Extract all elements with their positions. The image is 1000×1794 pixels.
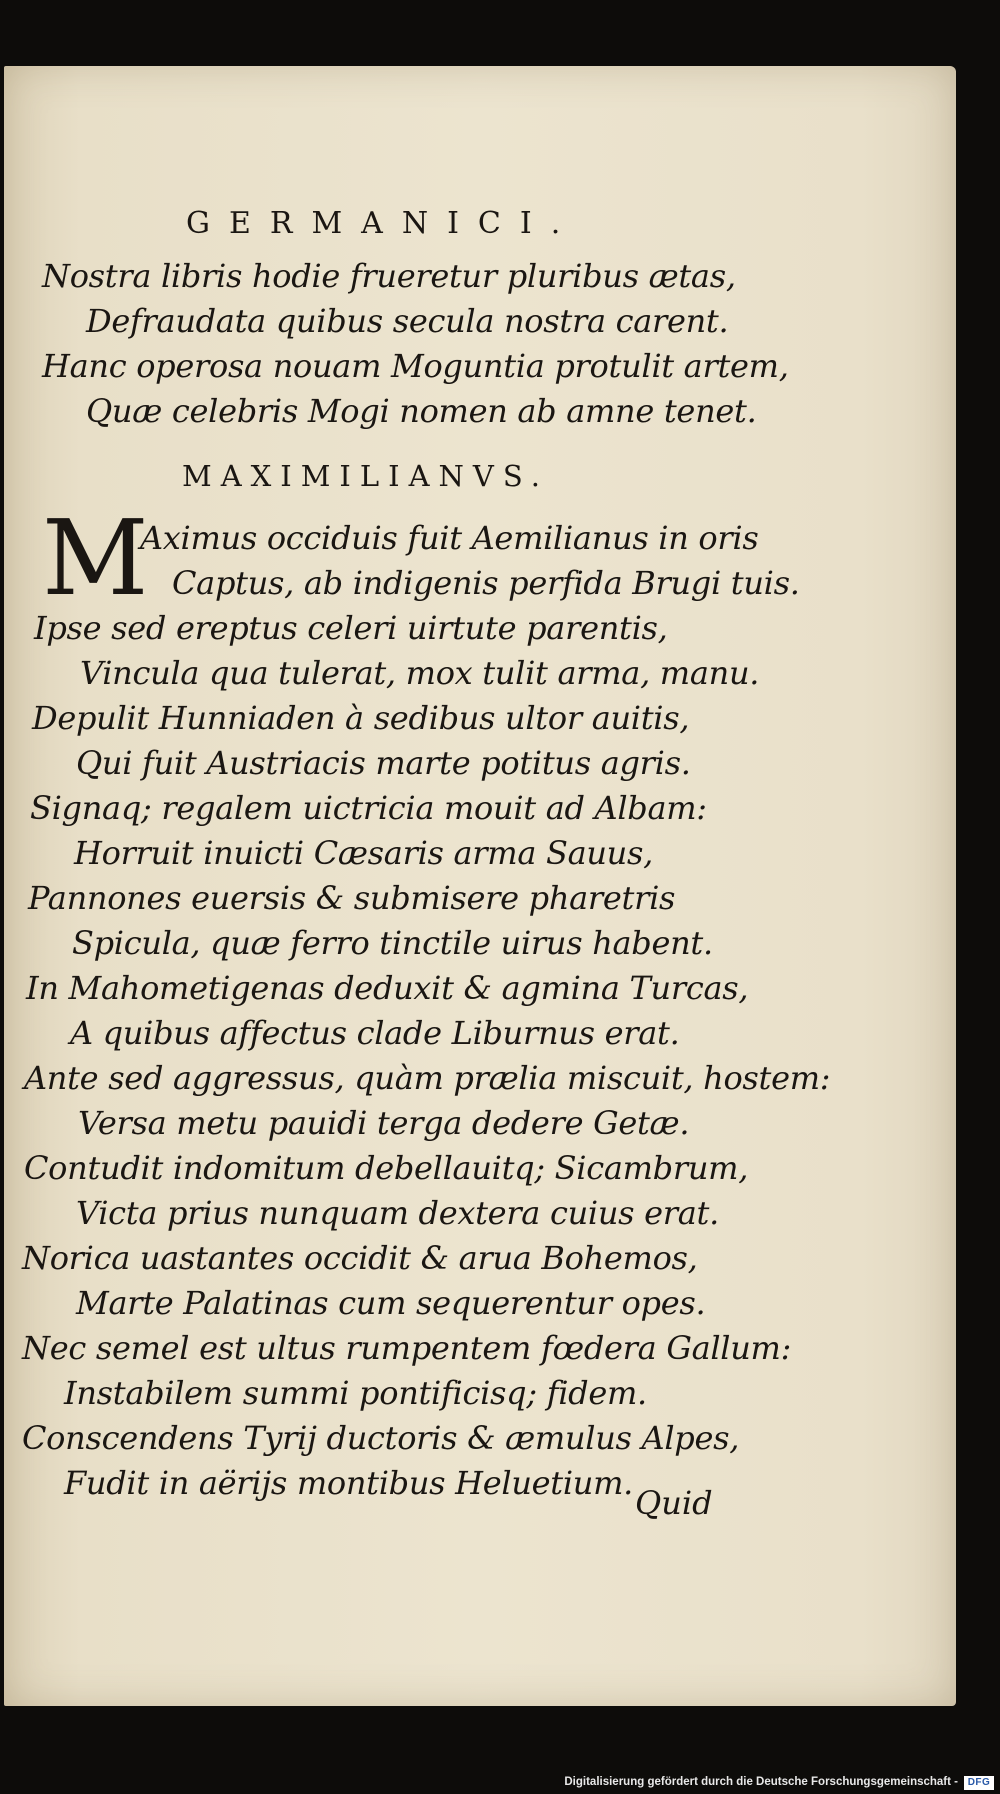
- poem-line: Pannones euersis & submisere pharetris: [28, 879, 676, 917]
- section-heading: MAXIMILIANVS.: [182, 459, 549, 493]
- poem-line: A quibus affectus clade Liburnus erat.: [70, 1014, 680, 1052]
- text-line: Defraudata quibus secula nostra carent.: [86, 302, 729, 340]
- poem-line: Versa metu pauidi terga dedere Getæ.: [78, 1104, 690, 1142]
- poem-line: Aximus occiduis fuit Aemilianus in oris: [140, 519, 759, 557]
- poem-line: Norica uastantes occidit & arua Bohemos,: [22, 1239, 698, 1277]
- digitization-credit: Digitalisierung gefördert durch die Deutsche Forschungsgemeinschaft -: [564, 1776, 958, 1788]
- poem-line: Spicula, quæ ferro tinctile uirus habent.: [72, 924, 713, 962]
- poem-line: Fudit in aërijs montibus Heluetium.: [64, 1464, 633, 1502]
- page-text: [4, 66, 956, 1706]
- poem-line: In Mahometigenas deduxit & agmina Turcas,: [26, 969, 749, 1007]
- poem-line: Captus, ab indigenis perfida Brugi tuis.: [172, 564, 800, 602]
- drop-initial: M: [42, 497, 149, 619]
- text-line: Hanc operosa nouam Moguntia protulit artem,: [42, 347, 789, 385]
- poem-line: Marte Palatinas cum sequerentur opes.: [76, 1284, 706, 1322]
- text-line: Nostra libris hodie frueretur pluribus ætas,: [42, 257, 736, 295]
- dfg-logo: DFG: [964, 1776, 994, 1790]
- poem-line: Ante sed aggressus, quàm prælia miscuit, hostem:: [24, 1059, 831, 1097]
- poem-line: Vincula qua tulerat, mox tulit arma, manu.: [80, 654, 760, 692]
- poem-line: Depulit Hunniaden à sedibus ultor auitis,: [32, 699, 690, 737]
- book-page: [4, 66, 956, 1706]
- poem-line: Conscendens Tyrij ductoris & æmulus Alpes,: [22, 1419, 740, 1457]
- catchword: Quid: [635, 1484, 713, 1522]
- poem-line: Instabilem summi pontificisq; fidem.: [64, 1374, 647, 1412]
- poem-line: Signaq; regalem uictricia mouit ad Albam:: [30, 789, 707, 827]
- poem-line: Victa prius nunquam dextera cuius erat.: [76, 1194, 719, 1232]
- poem-line: Qui fuit Austriacis marte potitus agris.: [76, 744, 691, 782]
- text-line: Quæ celebris Mogi nomen ab amne tenet.: [86, 392, 757, 430]
- poem-line: Horruit inuicti Cæsaris arma Sauus,: [74, 834, 653, 872]
- poem-line: Contudit indomitum debellauitq; Sicambrum,: [24, 1149, 749, 1187]
- poem-line: Ipse sed ereptus celeri uirtute parentis,: [34, 609, 668, 647]
- running-head: GERMANICI.: [186, 206, 580, 241]
- poem-line: Nec semel est ultus rumpentem fœdera Gallum:: [22, 1329, 792, 1367]
